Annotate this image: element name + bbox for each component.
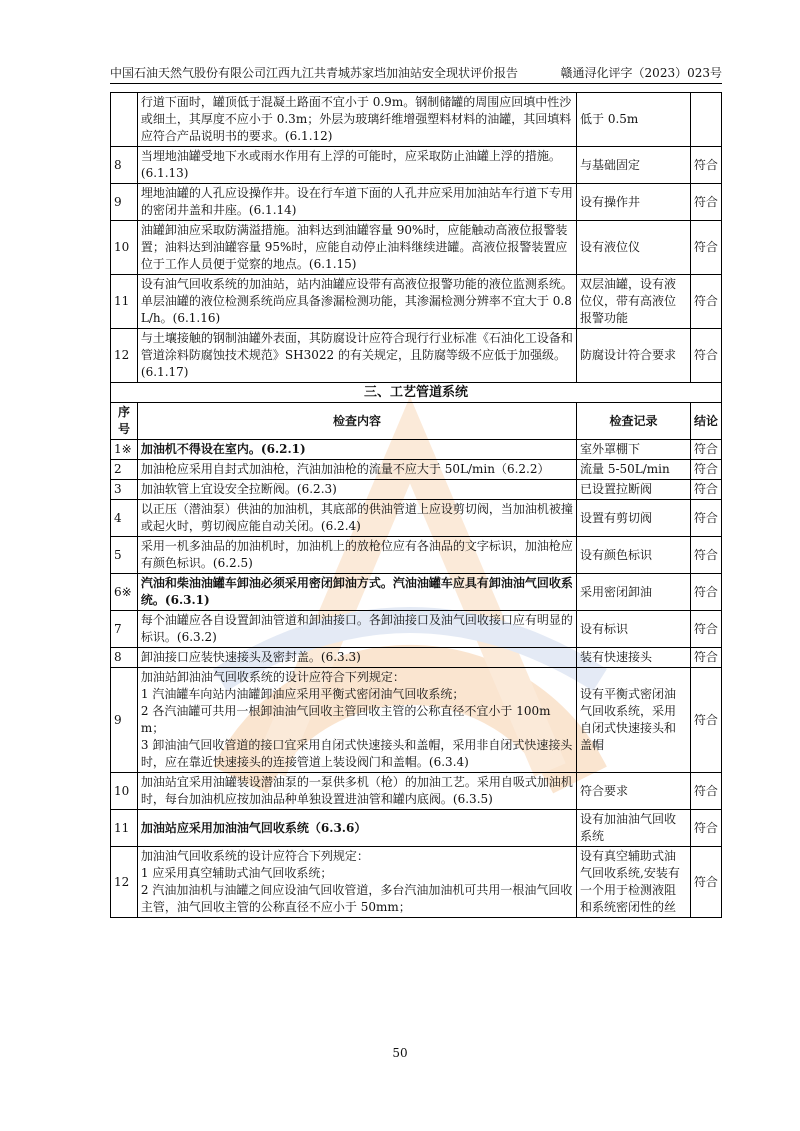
row-number: 11 <box>111 275 138 329</box>
row-result: 符合 <box>690 500 721 537</box>
table-row <box>111 537 722 574</box>
table-row <box>111 184 722 221</box>
table-row <box>111 93 722 147</box>
table-row <box>111 810 722 847</box>
page-header <box>110 66 722 84</box>
row-number: 12 <box>111 847 138 918</box>
row-number: 2 <box>111 460 138 480</box>
row-content: 卸油接口应装快速接头及密封盖。(6.3.3) <box>137 648 576 668</box>
table-row <box>111 773 722 810</box>
row-record: 防腐设计符合要求 <box>577 329 691 383</box>
row-result: 符合 <box>690 147 721 184</box>
header-no: 序号 <box>111 403 138 440</box>
row-number: 9 <box>111 668 138 773</box>
row-number: 6※ <box>111 574 138 611</box>
table-row <box>111 221 722 275</box>
table-row <box>111 500 722 537</box>
tank-section-rows <box>111 93 722 383</box>
section-title-row <box>111 383 722 403</box>
row-number: 7 <box>111 611 138 648</box>
row-record: 室外罩棚下 <box>577 440 691 460</box>
row-result: 符合 <box>690 574 721 611</box>
row-number: 11 <box>111 810 138 847</box>
row-result: 符合 <box>690 611 721 648</box>
row-record: 双层油罐，设有液位仪，带有高液位报警功能 <box>577 275 691 329</box>
row-record: 设有标识 <box>577 611 691 648</box>
pipeline-section-rows <box>111 440 722 918</box>
row-record: 设有颜色标识 <box>577 537 691 574</box>
row-content: 以正压（潜油泵）供油的加油机，其底部的供油管道上应设剪切阀，当加油机被撞或起火时，剪切阀应能自动关闭。(6.2.4) <box>137 500 576 537</box>
row-number <box>111 93 138 147</box>
row-record: 流量 5-50L/min <box>577 460 691 480</box>
row-number: 5 <box>111 537 138 574</box>
row-number: 3 <box>111 480 138 500</box>
row-content: 汽油和柴油油罐车卸油必须采用密闭卸油方式。汽油油罐车应具有卸油油气回收系统。(6.3.1) <box>137 574 576 611</box>
header-report-number: 赣通浔化评字（2023）023号 <box>560 66 722 80</box>
row-result: 符合 <box>690 329 721 383</box>
row-number: 1※ <box>111 440 138 460</box>
row-record: 符合要求 <box>577 773 691 810</box>
row-result: 符合 <box>690 537 721 574</box>
row-record: 低于 0.5m <box>577 93 691 147</box>
row-content: 采用一机多油品的加油机时，加油机上的放枪位应有各油品的文字标识，加油枪应有颜色标识。(6.2.5) <box>137 537 576 574</box>
row-result: 符合 <box>690 440 721 460</box>
row-result: 符合 <box>690 221 721 275</box>
row-content: 每个油罐应各自设置卸油管道和卸油接口。各卸油接口及油气回收接口应有明显的标识。(6.3.2) <box>137 611 576 648</box>
row-result: 符合 <box>690 810 721 847</box>
row-content: 当埋地油罐受地下水或雨水作用有上浮的可能时，应采取防止油罐上浮的措施。(6.1.13) <box>137 147 576 184</box>
table-row <box>111 480 722 500</box>
inspection-table <box>110 92 722 918</box>
table-row <box>111 648 722 668</box>
row-content: 加油站卸油油气回收系统的设计应符合下列规定： 1 汽油罐车向站内油罐卸油应采用平衡式密闭油气回收系统； 2 各汽油罐可共用一根卸油油气回收主管回收主管的公称直径不宜小于 100mm； 3 卸油油气回收管道的接口宜采用自闭式快速接头和盖帽，采用非自闭式快速接头时，应在靠近快速接头的连接管道上装设阀门和盖帽。(6.3.4) <box>137 668 576 773</box>
row-record: 设有平衡式密闭油气回收系统，采用自闭式快速接头和盖帽 <box>577 668 691 773</box>
row-result: 符合 <box>690 184 721 221</box>
row-content: 埋地油罐的人孔应设操作井。设在行车道下面的人孔井应采用加油站车行道下专用的密闭井盖和井座。(6.1.14) <box>137 184 576 221</box>
row-record: 设有液位仪 <box>577 221 691 275</box>
row-content: 设有油气回收系统的加油站，站内油罐应设带有高液位报警功能的液位监测系统。单层油罐的液位检测系统尚应具备渗漏检测功能，其渗漏检测分辨率不宜大于 0.8L/h。(6.1.16) <box>137 275 576 329</box>
row-result: 符合 <box>690 648 721 668</box>
header-result: 结论 <box>690 403 721 440</box>
row-result: 符合 <box>690 460 721 480</box>
row-result: 符合 <box>690 668 721 773</box>
row-result: 符合 <box>690 480 721 500</box>
header-record: 检查记录 <box>577 403 691 440</box>
table-row <box>111 440 722 460</box>
row-content: 油罐卸油应采取防满溢措施。油料达到油罐容量 90%时，应能触动高液位报警装置；油料达到油罐容量 95%时，应能自动停止油料继续进罐。高液位报警装置应位于工作人员便于觉察的地点。(6.1.15) <box>137 221 576 275</box>
row-content: 加油油气回收系统的设计应符合下列规定： 1 应采用真空辅助式油气回收系统； 2 汽油加油机与油罐之间应设油气回收管道，多台汽油加油机可共用一根油气回收主管，油气回收主管的公称直径不应小于 50mm； <box>137 847 576 918</box>
table-row <box>111 611 722 648</box>
row-number: 12 <box>111 329 138 383</box>
row-content: 加油软管上宜设安全拉断阀。(6.2.3) <box>137 480 576 500</box>
row-number: 10 <box>111 773 138 810</box>
row-record: 与基础固定 <box>577 147 691 184</box>
table-row <box>111 275 722 329</box>
table-row <box>111 668 722 773</box>
row-content: 加油枪应采用自封式加油枪，汽油加油枪的流量不应大于 50L/min（6.2.2） <box>137 460 576 480</box>
row-record: 设有加油油气回收系统 <box>577 810 691 847</box>
table-header-row <box>111 403 722 440</box>
row-content: 加油机不得设在室内。(6.2.1) <box>137 440 576 460</box>
row-content: 与土壤接触的钢制油罐外表面，其防腐设计应符合现行行业标准《石油化工设备和管道涂料防腐蚀技术规范》SH3022 的有关规定，且防腐等级不应低于加强级。(6.1.17) <box>137 329 576 383</box>
row-record: 设有真空辅助式油气回收系统,安装有一个用于检测液阻和系统密闭性的丝 <box>577 847 691 918</box>
header-report-title: 中国石油天然气股份有限公司江西九江共青城苏家垱加油站安全现状评价报告 <box>110 66 519 80</box>
row-number: 8 <box>111 648 138 668</box>
row-number: 10 <box>111 221 138 275</box>
row-record: 采用密闭卸油 <box>577 574 691 611</box>
section-heading <box>111 383 722 440</box>
table-row <box>111 574 722 611</box>
row-result: 符合 <box>690 847 721 918</box>
row-number: 8 <box>111 147 138 184</box>
row-content: 加油站应采用加油油气回收系统（6.3.6） <box>137 810 576 847</box>
row-number: 9 <box>111 184 138 221</box>
section-title: 三、工艺管道系统 <box>111 383 722 403</box>
row-number: 4 <box>111 500 138 537</box>
row-record: 装有快速接头 <box>577 648 691 668</box>
table-row <box>111 460 722 480</box>
row-record: 设有操作井 <box>577 184 691 221</box>
row-result <box>690 93 721 147</box>
row-content: 行道下面时，罐顶低于混凝土路面不宜小于 0.9m。钢制储罐的周围应回填中性沙或细土，其厚度不应小于 0.3m；外层为玻璃纤维增强塑料材料的油罐，其回填料应符合产品说明书的要求。(6.1.12) <box>137 93 576 147</box>
row-content: 加油站宜采用油罐装设潜油泵的一泵供多机（枪）的加油工艺。采用自吸式加油机时，每台加油机应按加油品种单独设置进油管和罐内底阀。(6.3.5) <box>137 773 576 810</box>
table-row <box>111 147 722 184</box>
header-content: 检查内容 <box>137 403 576 440</box>
row-record: 已设置拉断阀 <box>577 480 691 500</box>
row-result: 符合 <box>690 773 721 810</box>
row-result: 符合 <box>690 275 721 329</box>
table-row <box>111 847 722 918</box>
table-row <box>111 329 722 383</box>
page-number: 50 <box>392 1046 408 1060</box>
row-record: 设置有剪切阀 <box>577 500 691 537</box>
